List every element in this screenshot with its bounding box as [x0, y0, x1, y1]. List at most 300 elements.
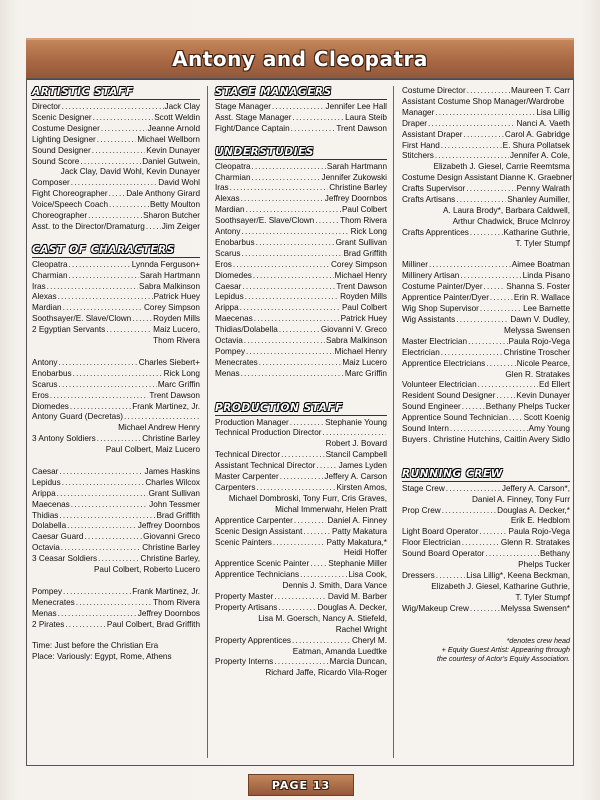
column-1 [32, 86, 200, 663]
dot-leader [456, 315, 509, 326]
credit-name: Grant Sullivan [335, 237, 387, 247]
dot-leader [442, 506, 496, 517]
credit-role: Apprentice Scenic Painter [215, 559, 310, 569]
dot-leader [132, 314, 152, 325]
page-number: PAGE 13 [271, 778, 331, 792]
dot-leader [241, 369, 344, 380]
credit-name: Sarah Hartmann [139, 270, 200, 280]
credit-row [32, 543, 200, 554]
dot-leader [80, 157, 141, 168]
credit-row [32, 554, 200, 565]
credit-role: Costume Director [402, 86, 466, 95]
credit-row [215, 249, 387, 260]
credit-row [32, 271, 200, 282]
credit-name: Sabra Malkinson [326, 336, 387, 346]
dot-leader [446, 484, 501, 495]
credit-name: Maiz Lucero [342, 357, 387, 367]
credit-role: Mardian [32, 303, 62, 313]
dot-leader [467, 86, 510, 97]
credit-row [215, 238, 387, 249]
credit-continuation: Daniel A. Finney, Tony Furr [472, 494, 570, 504]
credit-name: Daniel A. Finney [327, 515, 387, 525]
credit-row [402, 260, 570, 271]
credit-name: Rick Long [350, 227, 387, 237]
credit-name: Patty Makatura,* [326, 537, 387, 547]
credit-role: Mardian [215, 205, 245, 215]
running-crew-heading: RUNNING CREW [402, 468, 570, 482]
credit-row [32, 135, 200, 146]
credit-role: Electrician [402, 347, 440, 357]
credit-row [402, 391, 570, 402]
dot-leader [290, 418, 324, 429]
dot-leader [246, 205, 341, 216]
credit-role: Caesar Guard [32, 532, 84, 542]
credit-row [215, 227, 387, 238]
credit-name: David Wohl [158, 178, 200, 188]
credit-name: Kirsten Amos, [336, 482, 387, 492]
credit-name: Jim Zeiger [161, 221, 200, 231]
credit-row [402, 304, 570, 315]
dot-leader [71, 500, 148, 511]
credit-name: Patrick Huey [340, 314, 387, 324]
equity-note-continued: the courtesy of Actor's Equity Association. [436, 654, 570, 664]
credit-role: Arippa [32, 488, 56, 498]
credit-row [32, 200, 200, 211]
dot-leader [294, 516, 327, 527]
dot-leader [478, 380, 538, 391]
credit-row [215, 113, 387, 124]
dot-leader [241, 194, 324, 205]
credit-name: Carol A. Gabridge [504, 129, 570, 139]
credit-row [32, 211, 200, 222]
dot-leader [509, 413, 523, 424]
credit-continuation: Elizabeth J. Giesel, Katharine Guthrie, [431, 581, 570, 591]
dot-leader [259, 358, 342, 369]
dot-leader [462, 538, 500, 549]
dot-leader [256, 238, 335, 249]
credit-name: Nanci A. Vaeth [516, 118, 570, 128]
credit-role: Caesar [32, 466, 59, 476]
stage-managers-heading: STAGE MANAGERS [215, 86, 387, 100]
credit-name: James Lyden [338, 461, 387, 471]
credit-name: Brad Griffith [156, 510, 200, 520]
credit-row [402, 359, 570, 370]
credit-row [32, 598, 200, 609]
dot-leader [485, 549, 539, 560]
credit-role: Assistant Costume Shop Manager/Wardrobe [402, 96, 565, 106]
dot-leader [428, 119, 515, 130]
credit-role: Technical Director [215, 450, 281, 460]
credit-name: E. Shura Pollatsek [502, 140, 570, 150]
credit-role: Menecrates [215, 357, 258, 367]
credit-name: Dale Anthony Girard [126, 189, 200, 199]
credit-role: Apprentice Sound Technician [402, 413, 508, 423]
credit-role: Menas [215, 368, 240, 378]
dot-leader [310, 559, 327, 570]
credit-name: Shanley Aumiller, [507, 195, 570, 205]
credit-row [215, 205, 387, 216]
credit-name: Kevin Dunayer [516, 391, 570, 401]
cast-group-egypt [32, 260, 200, 347]
credit-role: Maecenas [32, 499, 70, 509]
credit-row [215, 173, 387, 184]
credit-role: Wig/Makeup Crew [402, 603, 469, 613]
credit-continuation: Michael Andrew Henry [118, 423, 200, 433]
dot-leader [109, 189, 126, 200]
dot-leader [470, 604, 500, 615]
credit-row [32, 489, 200, 500]
credit-role: Cleopatra [32, 259, 68, 269]
dot-leader [62, 102, 164, 113]
credit-continuation: Dennis J. Smith, Dara Vance [282, 581, 387, 591]
credit-row [215, 194, 387, 205]
credit-row [215, 450, 387, 461]
credit-name: Katharine Guthrie, [503, 227, 570, 237]
credit-name: Stephanie Young [325, 417, 387, 427]
dot-leader [246, 347, 334, 358]
credit-row [32, 189, 200, 200]
credit-row [215, 314, 387, 325]
dot-leader [240, 303, 341, 314]
credit-row [402, 119, 570, 130]
credit-role: Costume Design Assistant [402, 173, 498, 183]
credit-name: Christine Barley [142, 543, 200, 553]
credit-name: Jennifer A. Cole, [509, 151, 570, 161]
credit-name: Dianne K. Graebner [499, 173, 573, 183]
credit-row [215, 124, 387, 135]
credit-row [402, 228, 570, 239]
credit-name: Maiz Lucero, [153, 325, 200, 335]
credit-role: Fight/Dance Captain [215, 123, 290, 133]
credit-role: Carpenters [215, 482, 256, 492]
credit-continuation: Jack Clay, David Wohl, Kevin Dunayer [60, 167, 200, 177]
credit-role: Stitchers [402, 151, 434, 161]
credit-role: Apprentice Electricians [402, 358, 486, 368]
credit-row [402, 424, 570, 435]
dot-leader [62, 478, 145, 489]
credit-name: Marcia Duncan, [329, 657, 387, 667]
credit-role: Assistant Draper [402, 129, 463, 139]
dot-leader [69, 271, 139, 282]
dot-leader [436, 571, 465, 582]
dot-leader [254, 314, 340, 325]
dot-leader [65, 620, 106, 631]
credit-role: Costume Painter/Dyer [402, 282, 483, 292]
credit-name: Brad Griffith [343, 248, 387, 258]
dot-leader [322, 428, 386, 439]
credit-name: Nicole Pearce, [516, 358, 570, 368]
dot-leader [484, 282, 506, 293]
credit-role: Property Interns [215, 657, 274, 667]
credit-row [402, 293, 570, 304]
credit-name: Laura Steib [345, 112, 387, 122]
dot-leader [73, 369, 163, 380]
credit-name: David M. Barber [327, 592, 387, 602]
credit-row [32, 587, 200, 598]
credit-row [402, 315, 570, 326]
dot-leader [441, 141, 502, 152]
dot-leader [435, 108, 535, 119]
credit-role: Draper [402, 118, 428, 128]
credit-name: Shanna S. Foster [506, 282, 570, 292]
dot-leader [274, 592, 327, 603]
credit-row [215, 636, 387, 647]
credit-row [215, 336, 387, 347]
dot-leader [58, 380, 156, 391]
dot-leader [281, 450, 324, 461]
dot-leader [303, 527, 331, 538]
credit-name: Cheryl M. [351, 635, 387, 645]
credit-row [32, 380, 200, 391]
credit-role: Scenic Design Assistant [215, 526, 303, 536]
credit-row [32, 292, 200, 303]
page-number-badge [248, 774, 354, 796]
credit-role: Antony [215, 227, 241, 237]
credit-role: Cleopatra [215, 161, 251, 171]
credit-row [215, 570, 387, 581]
credit-name: Frank Martinez, Jr. [132, 586, 200, 596]
credit-row [402, 151, 570, 162]
credit-row [402, 527, 570, 538]
credit-continuation: A. Laura Brody*, Barbara Caldwell, [443, 205, 570, 215]
credit-continuation: Elizabeth J. Giesel, Carrie Reemtsma [433, 162, 570, 172]
credit-role: 2 Pirates [32, 619, 65, 629]
dot-leader [106, 325, 152, 336]
credit-name: Glenn R. Stratakes [500, 538, 570, 548]
dot-leader [462, 402, 485, 413]
dot-leader [244, 336, 325, 347]
credit-role: Iras [215, 183, 229, 193]
credit-role: Lighting Designer [32, 134, 96, 144]
dot-leader [69, 260, 131, 271]
dot-leader [496, 391, 515, 402]
credit-name: Christine Hutchins, Caitlin Avery Sidlo [433, 434, 570, 444]
dot-leader [252, 173, 321, 184]
credit-role: Sound Score [32, 156, 80, 166]
credit-role: 3 Ceasar Soldiers [32, 554, 98, 564]
credit-name: Penny Walrath [516, 184, 570, 194]
credit-row [215, 282, 387, 293]
credit-continuation: Michal Immerwahr, Helen Pratt [275, 504, 387, 514]
credit-role: Technical Production Director [215, 428, 322, 438]
credit-role: Sound Engineer [402, 402, 461, 412]
credit-row [32, 391, 200, 402]
credit-row [402, 86, 570, 97]
credit-continuation: Rachel Wright [335, 624, 387, 634]
credit-continuation: Melyssa Swensen [504, 325, 570, 335]
credit-name: Marc Griffin [344, 368, 387, 378]
dot-leader [92, 146, 146, 157]
dot-leader [59, 511, 155, 522]
credit-row [32, 369, 200, 380]
dot-leader [97, 434, 141, 445]
credit-role: Buyers [402, 434, 428, 444]
dot-leader [61, 543, 141, 554]
credit-role: Enobarbus [32, 368, 72, 378]
dot-leader [428, 435, 432, 446]
credit-row [32, 314, 200, 325]
credit-row [402, 604, 570, 615]
credit-continuation: T. Tyler Stumpf [515, 592, 570, 602]
credit-role: Wig Assistants [402, 315, 456, 325]
credit-row [215, 418, 387, 429]
credit-name: Betty Moulton [149, 200, 200, 210]
credit-name: Stephanie Miller [328, 559, 387, 569]
credit-continuation: T. Tyler Stumpf [515, 238, 570, 248]
dot-leader [67, 521, 137, 532]
credit-name: Jeffery A. Carson [324, 472, 387, 482]
credit-role: Alexas [215, 194, 240, 204]
credit-role: Dolabella [32, 521, 67, 531]
credit-row [32, 157, 200, 168]
credit-row [215, 260, 387, 271]
credit-name: Royden Mills [340, 292, 387, 302]
credit-row [215, 483, 387, 494]
cast-heading: CAST OF CHARACTERS [32, 244, 200, 258]
credit-name: Trent Dawson [336, 281, 387, 291]
credit-role: Composer [32, 178, 70, 188]
credit-name: Jennifer Zukowski [321, 172, 387, 182]
column-3 [402, 86, 573, 664]
credit-role: Property Artisans [215, 602, 278, 612]
cast-group-antony [32, 358, 200, 456]
credit-name: Lisa Cook, [348, 570, 387, 580]
credit-role: Property Master [215, 592, 274, 602]
column-divider [393, 86, 394, 758]
credit-name: Christine Barley, [140, 554, 200, 564]
credit-row [215, 559, 387, 570]
dot-leader [435, 151, 509, 162]
understudies-list [215, 162, 387, 380]
credit-role: Production Manager [215, 417, 289, 427]
understudies-heading: UNDERSTUDIES [215, 146, 387, 160]
credit-row [402, 130, 570, 141]
credit-role: Lepidus [215, 292, 244, 302]
dot-leader [58, 609, 137, 620]
credit-role: Charmian [215, 172, 251, 182]
credit-continuation: Eatman, Amanda Luedtke [292, 646, 387, 656]
credit-role: Floor Electrician [402, 538, 461, 548]
credit-row [32, 178, 200, 189]
credit-name: Aimee Boatman [511, 260, 570, 270]
credit-role: Light Board Operator [402, 527, 479, 537]
credit-name: Patrick Huey [153, 292, 200, 302]
credit-row [402, 282, 570, 293]
dot-leader [274, 657, 328, 668]
credit-row [215, 369, 387, 380]
dot-leader [441, 348, 503, 359]
credit-row [402, 195, 570, 206]
credit-continuation: Erik E. Hedblom [510, 516, 570, 526]
credit-row [32, 511, 200, 522]
credit-role: Crafts Apprentices [402, 227, 469, 237]
dot-leader [464, 130, 504, 141]
credit-role: Enobarbus [215, 237, 255, 247]
production-staff-heading: PRODUCTION STAFF [215, 402, 387, 416]
dot-leader [242, 282, 335, 293]
equity-note: + Equity Guest Artist: Appearing through [441, 645, 570, 655]
credit-role: Voice/Speech Coach [32, 200, 109, 210]
credit-row [32, 532, 200, 543]
dot-leader [456, 195, 506, 206]
dot-leader [146, 222, 161, 233]
credit-role: Assistant Technical Director [215, 461, 316, 471]
credit-name: Linda Pisano [522, 271, 570, 281]
dot-leader [429, 260, 511, 271]
dot-leader [316, 461, 337, 472]
credit-role: Diomedes [215, 270, 252, 280]
dot-leader [460, 271, 521, 282]
credit-name: Charles Wilcox [145, 477, 200, 487]
title-banner [26, 38, 574, 80]
credit-row [32, 434, 200, 445]
credit-name: Thom Rivera [340, 216, 387, 226]
credit-row [215, 216, 387, 227]
credit-name: Scott Koenig [523, 413, 570, 423]
credit-name: Jeffrey Doornbos [324, 194, 387, 204]
credit-name: Sharon Butcher [143, 211, 200, 221]
credit-name: Lisa Lillig*, Keena Beckman, [466, 570, 570, 580]
dot-leader [57, 489, 148, 500]
column-2 [215, 86, 387, 679]
credit-name: Rick Long [163, 368, 200, 378]
credit-continuation: Paul Colbert, Roberto Lucero [93, 565, 200, 575]
dot-leader [109, 200, 149, 211]
credit-name: Michael Henry [334, 270, 387, 280]
credit-continuation: Michael Dombroski, Tony Furr, Cris Graves, [228, 493, 387, 503]
dot-leader [63, 303, 143, 314]
credit-role: Scarus [32, 379, 58, 389]
credit-row [215, 428, 387, 439]
credit-row [215, 592, 387, 603]
credit-name: Bethany Phelps Tucker [485, 402, 570, 412]
credit-name: Kevin Dunayer [146, 145, 200, 155]
credit-name: Dawn V. Dudley, [510, 315, 570, 325]
cast-group-caesar [32, 467, 200, 576]
dot-leader [230, 183, 329, 194]
dot-leader [97, 135, 137, 146]
credit-name: Daniel Gutwein, [142, 156, 200, 166]
running-crew-list [402, 484, 570, 615]
credit-row [402, 173, 573, 184]
credit-name: Douglas A. Decker,* [497, 505, 570, 515]
credit-name: Erin R. Wallace [513, 293, 570, 303]
credit-name: Jennifer Lee Hall [325, 102, 387, 111]
credit-name: Jeanne Arnold [147, 123, 200, 133]
credit-role: Stage Crew [402, 483, 445, 493]
credit-continuation: Glen R. Stratakes [505, 369, 570, 379]
dot-leader [58, 292, 153, 303]
credit-name: Sarah Hartmann [326, 161, 387, 171]
credit-name: Jeffrey Doornbos [137, 521, 200, 531]
credit-role: Director [32, 102, 61, 111]
credit-row [215, 271, 387, 282]
dot-leader [466, 184, 515, 195]
dot-leader [233, 260, 330, 271]
credit-name: Paul Colbert, Brad Griffith [106, 619, 200, 629]
credit-row [402, 506, 570, 517]
credit-name: Trent Dawson [149, 390, 200, 400]
credit-role: Thidias/Dolabella [215, 325, 278, 335]
cast-group-pompey [32, 587, 200, 631]
dot-leader [93, 113, 154, 124]
dot-leader [257, 483, 336, 494]
credit-name: Melyssa Swensen* [500, 603, 570, 613]
credit-continuation: Lisa M. Goersch, Nancy A. Stiefeld, [258, 613, 387, 623]
credit-row [215, 472, 387, 483]
credit-row [402, 141, 570, 152]
credit-role: Manager [402, 107, 435, 117]
